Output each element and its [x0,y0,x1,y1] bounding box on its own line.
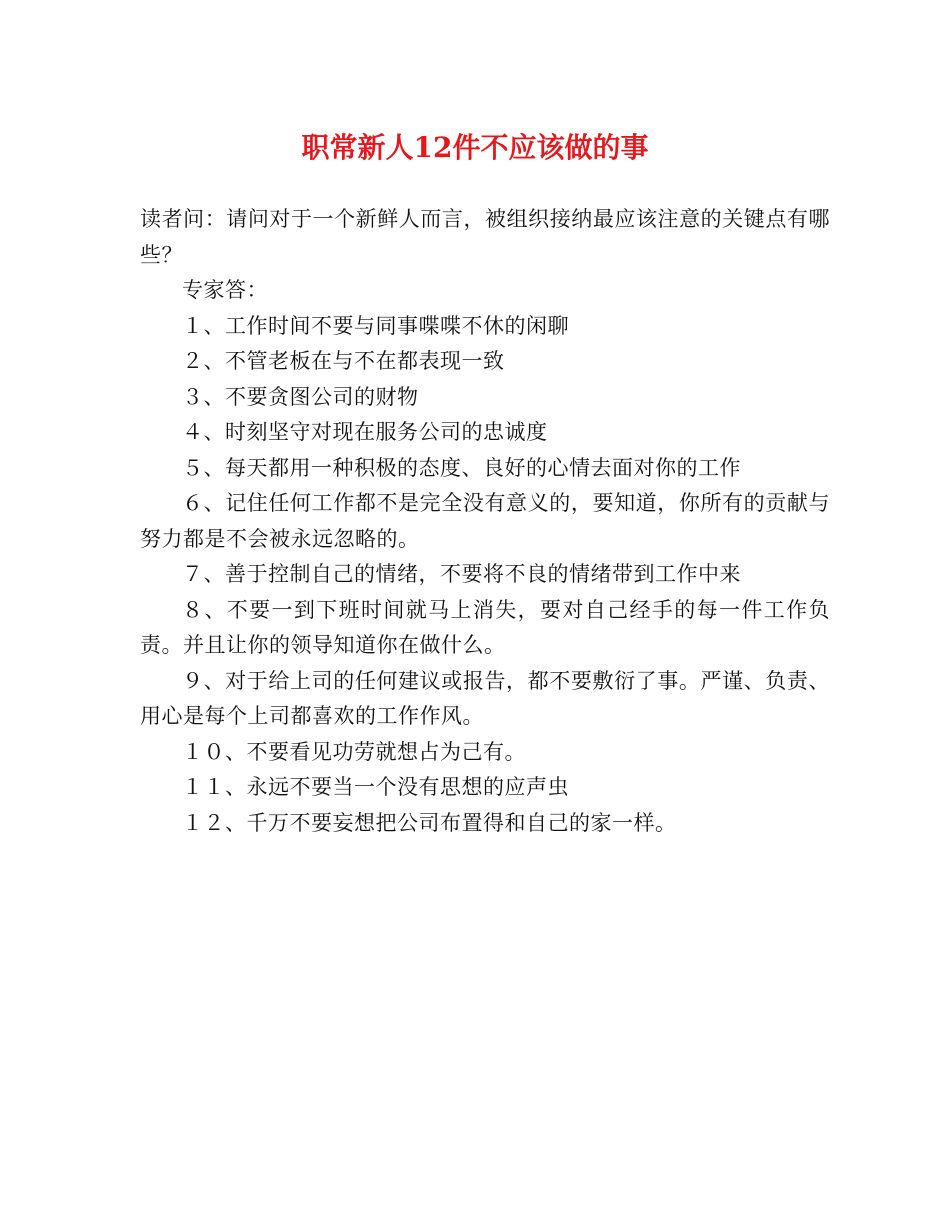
list-item: １２、千万不要妄想把公司布置得和自己的家一样。 [182,810,677,835]
list-item: ５、每天都用一种积极的态度、良好的心情去面对你的工作 [182,455,741,480]
list-item: １０、不要看见功劳就想占为己有。 [182,739,526,764]
list-item: ６、记住任何工作都不是完全没有意义的，要知道，你所有的贡献与努力都是不会被永远忽略的。 [140,491,830,551]
list-item: ２、不管老板在与不在都表现一致 [182,349,505,373]
list-item: ８、不要一到下班时间就马上消失，要对自己经手的每一件工作负责。并且让你的领导知道你在做什么。 [140,597,830,657]
list-item: ３、不要贪图公司的财物 [182,384,419,409]
list-item: １１、永远不要当一个没有思想的应声虫 [182,775,569,799]
expert-answer-label: 专家答： [182,278,268,302]
reader-question: 读者问：请问对于一个新鲜人而言，被组织接纳最应该注意的关键点有哪些？ [140,207,830,267]
page-title: 职常新人12件不应该做的事 [301,131,649,164]
document-body [140,202,830,841]
list-item: ９、对于给上司的任何建议或报告，都不要敷衍了事。严谨、负责、用心是每个上司都喜欢的工作作风。 [140,668,830,728]
list-item: ７、善于控制自己的情绪，不要将不良的情绪带到工作中来 [182,562,741,586]
list-item: １、工作时间不要与同事喋喋不休的闲聊 [182,313,569,338]
list-item: ４、时刻坚守对现在服务公司的忠诚度 [182,420,548,444]
